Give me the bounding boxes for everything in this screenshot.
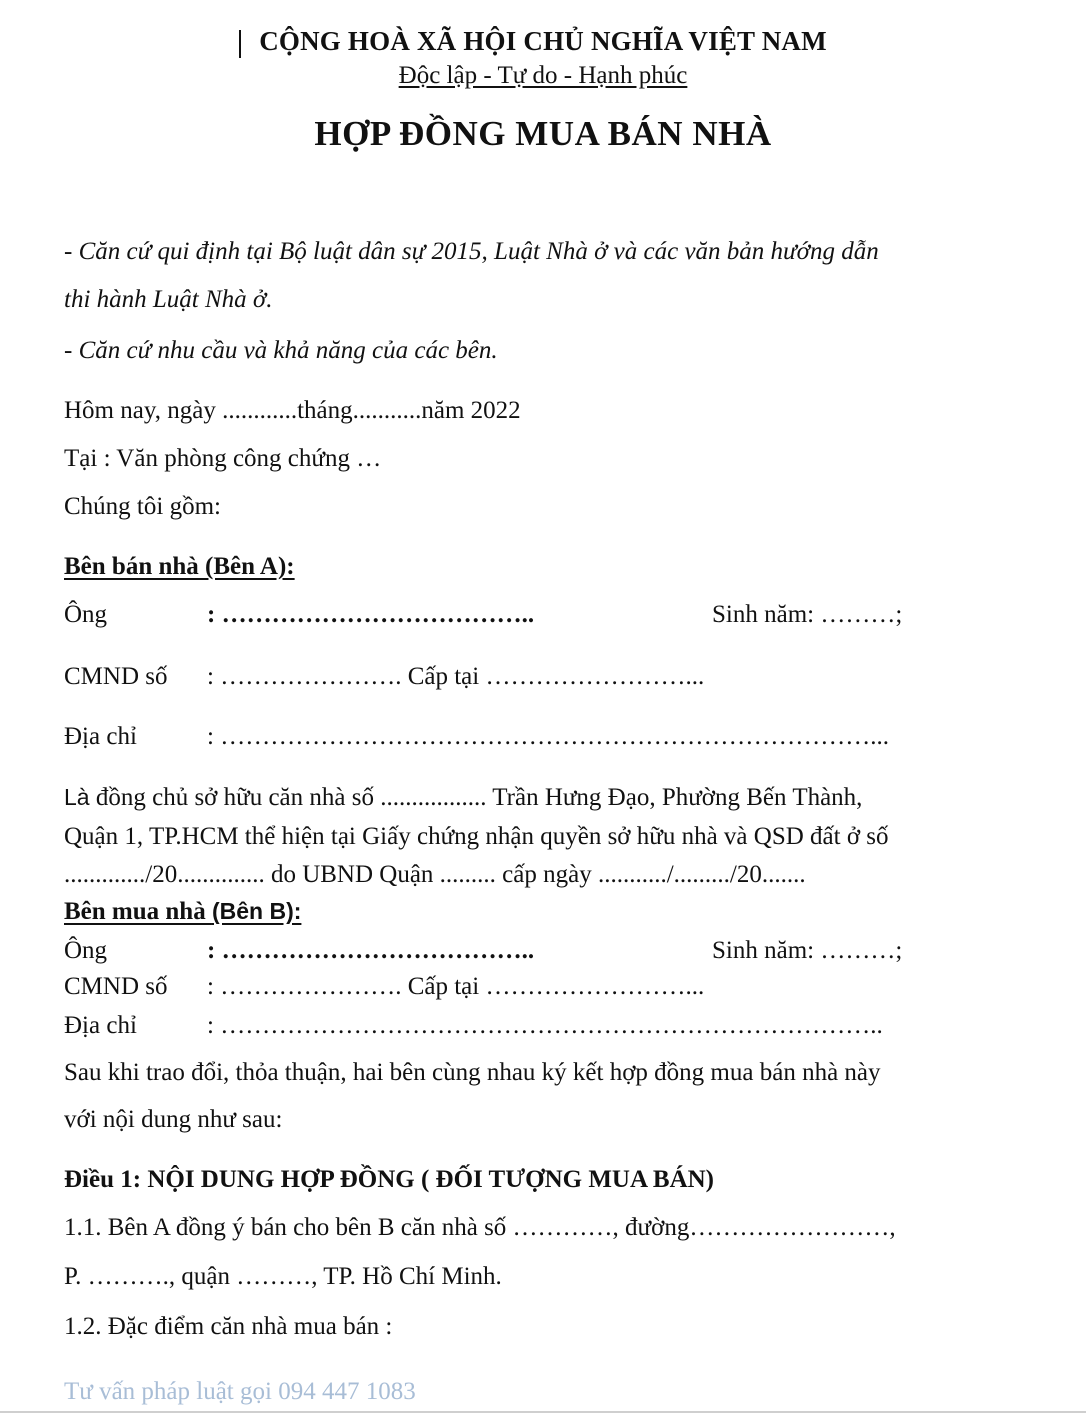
clause-1-1-line-1: 1.1. Bên A đồng ý bán cho bên B căn nhà số …………, đường……………………,	[64, 1214, 896, 1241]
buyer-heading	[64, 898, 301, 926]
buyer-id-label: CMND số	[64, 973, 168, 1000]
clause-1-2: 1.2. Đặc điểm căn nhà mua bán :	[64, 1313, 393, 1340]
place-line: Tại : Văn phòng công chứng …	[64, 445, 382, 472]
agreement-line-1: Sau khi trao đổi, thỏa thuận, hai bên cùng nhau ký kết hợp đồng mua bán nhà này	[64, 1059, 881, 1086]
seller-address-label: Địa chỉ	[64, 723, 137, 750]
basis-line-2: thi hành Luật Nhà ở.	[64, 286, 273, 313]
buyer-address-label: Địa chỉ	[64, 1012, 137, 1039]
legal-hotline-footer: Tư vấn pháp luật gọi 094 447 1083	[64, 1378, 416, 1405]
buyer-address-value: : ……………………………………………………………………..	[207, 1012, 883, 1039]
buyer-birth-year: Sinh năm: ………;	[712, 937, 903, 964]
date-line: Hôm nay, ngày ............tháng...........năm 2022	[64, 397, 521, 424]
article-1-heading: Điều 1: NỘI DUNG HỢP ĐỒNG ( ĐỐI TƯỢNG MUA BÁN)	[64, 1166, 714, 1193]
seller-name-label: Ông	[64, 601, 108, 628]
page-bottom-divider	[0, 1411, 1086, 1413]
basis-line-1: - Căn cứ qui định tại Bộ luật dân sự 2015, Luật Nhà ở và các văn bản hướng dẫn	[64, 238, 879, 265]
buyer-name-label: Ông	[64, 937, 108, 964]
seller-id-value: : …………………. Cấp tại ……………………...	[207, 663, 705, 690]
buyer-name-value: : ………………………………..	[207, 937, 535, 964]
document-title: HỢP ĐỒNG MUA BÁN NHÀ	[314, 114, 772, 153]
clause-1-1-line-2: P. ………., quận ………, TP. Hồ Chí Minh.	[64, 1263, 502, 1290]
buyer-id-value: : …………………. Cấp tại ……………………...	[207, 973, 705, 1000]
motto-text: Độc lập - Tự do - Hạnh phúc	[398, 62, 688, 89]
ownership-line-3: ............./20.............. do UBND Quận ......... cấp ngày .........../........./20.......	[64, 861, 806, 888]
buyer-heading-party: (Bên B):	[211, 898, 302, 924]
motto	[0, 62, 1086, 90]
buyer-heading-main: Bên mua nhà	[64, 898, 212, 925]
ownership-line-1	[64, 784, 862, 812]
seller-address-value: : ……………………………………………………………………...	[207, 723, 889, 750]
basis-line-3: - Căn cứ nhu cầu và khả năng của các bên.	[64, 337, 498, 364]
ownership-line-1-rest: đồng chủ sở hữu căn nhà số ................. Trần Hưng Đạo, Phường Bến Thành,	[89, 784, 863, 811]
ownership-line-2: Quận 1, TP.HCM thể hiện tại Giấy chứng nhận quyền sở hữu nhà và QSD đất ở số	[64, 823, 889, 850]
national-name: CỘNG HOÀ XÃ HỘI CHỦ NGHĨA VIỆT NAM	[259, 26, 827, 56]
parties-intro: Chúng tôi gồm:	[64, 493, 221, 520]
seller-id-label: CMND số	[64, 663, 168, 690]
seller-heading: Bên bán nhà (Bên A):	[64, 553, 295, 580]
seller-birth-year: Sinh năm: ………;	[712, 601, 903, 628]
agreement-line-2: với nội dung như sau:	[64, 1106, 283, 1133]
seller-name-value: : ………………………………..	[207, 601, 535, 628]
ownership-prefix: Là	[64, 784, 90, 810]
